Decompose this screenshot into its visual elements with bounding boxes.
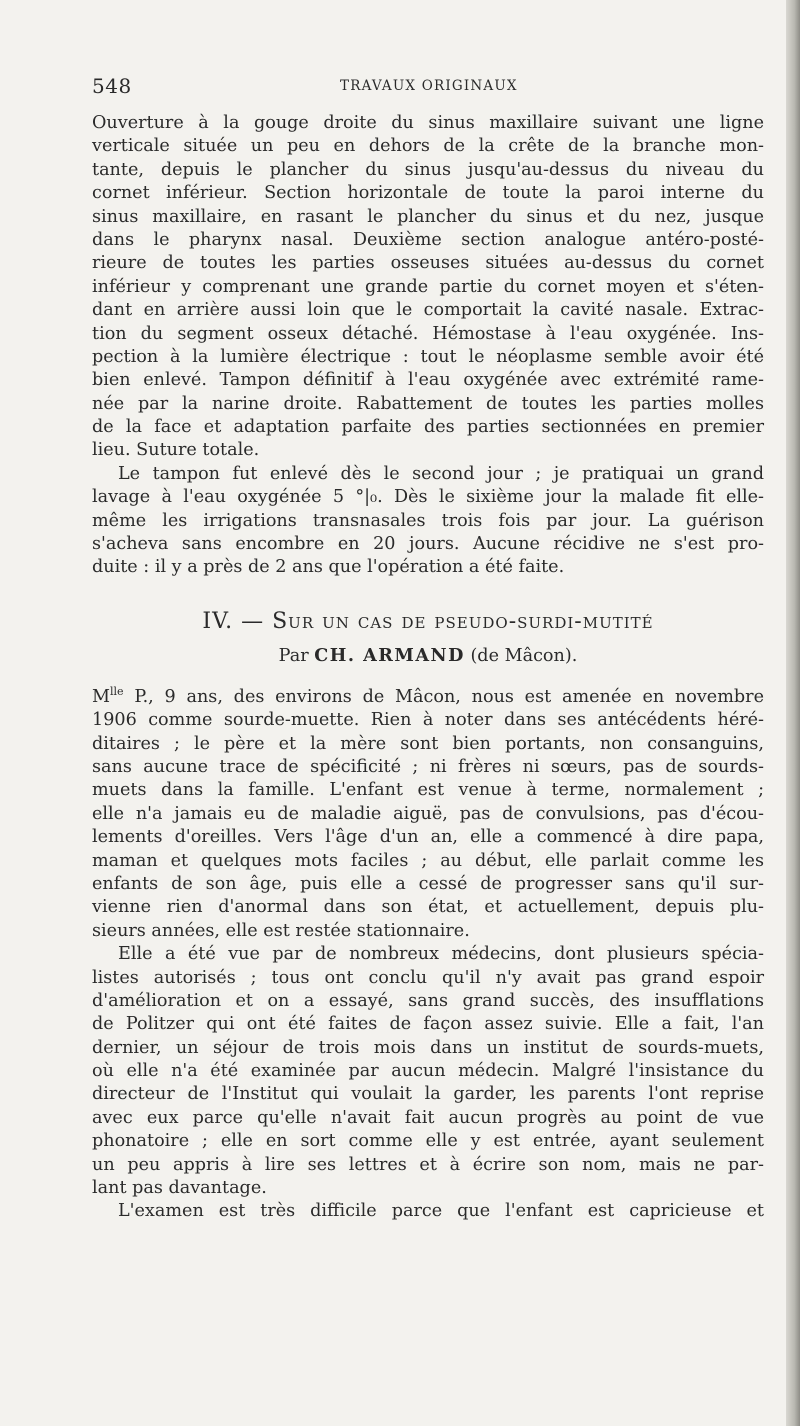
text-line: pection à la lumière électrique : tout le néoplasme semble avoir été	[92, 346, 764, 367]
text-line: inférieur y comprenant une grande partie du cornet moyen et s'éten-	[92, 276, 764, 297]
text-line: phonatoire ; elle en sort comme elle y est entrée, ayant seulement	[92, 1131, 764, 1152]
author-prefix: Par	[278, 645, 309, 666]
text-line: Elle a été vue par de nombreux médecins, dont plusieurs spécia-	[118, 944, 764, 965]
text-line: duite : il y a près de 2 ans que l'opération a été faite.	[92, 557, 565, 578]
text-line: s'acheva sans encombre en 20 jours. Aucune récidive ne s'est pro-	[92, 534, 764, 555]
paragraph-treatments	[92, 943, 764, 1200]
paragraph-examination	[92, 1200, 764, 1223]
text-line: cornet inférieur. Section horizontale de toute la paroi interne du	[92, 183, 764, 204]
page-edge-shadow	[786, 0, 800, 1426]
section-title: IV. — Sur un cas de pseudo-surdi-mutité	[202, 608, 654, 634]
text-line: bien enlevé. Tampon définitif à l'eau oxygénée avec extrémité rame-	[92, 370, 764, 391]
text-line: verticale située un peu en dehors de la crête de la branche mon-	[92, 136, 764, 157]
text-line: où elle n'a été examinée par aucun médecin. Malgré l'insistance du	[92, 1061, 764, 1082]
abbreviation: M	[92, 686, 111, 707]
text-line: tante, depuis le plancher du sinus jusqu'au-dessus du niveau du	[92, 159, 764, 180]
text-line: dant en arrière aussi loin que le comportait la cavité nasale. Extrac-	[92, 300, 764, 321]
text-line: 1906 comme sourde-muette. Rien à noter dans ses antécédents héré-	[92, 710, 764, 731]
text-line: ditaires ; le père et la mère sont bien portants, non consanguins,	[92, 733, 764, 754]
text-line: de Politzer qui ont été faites de façon assez suivie. Elle a fait, l'an	[92, 1014, 764, 1035]
text-line: muets dans la famille. L'enfant est venue à terme, normalement ;	[92, 780, 764, 801]
author-line	[92, 644, 764, 672]
paragraph-operation	[92, 112, 764, 463]
page-number: 548	[92, 74, 132, 98]
text-line: lant pas davantage.	[92, 1178, 267, 1199]
text-line: dernier, un séjour de trois mois dans un institut de sourds-muets,	[92, 1037, 764, 1058]
text-line: sans aucune trace de spécificité ; ni frères ni sœurs, pas de sourds-	[92, 756, 764, 777]
text-line: de la face et adaptation parfaite des parties sectionnées en premier	[92, 417, 764, 438]
author-name: CH. ARMAND	[314, 644, 465, 666]
text-line: listes autorisés ; tous ont conclu qu'il n'y avait pas grand espoir	[92, 967, 764, 988]
abbreviation-superscript: lle	[110, 684, 124, 698]
text-line: même les irrigations transnasales trois fois par jour. La guérison	[92, 510, 764, 531]
text-line-rest: P., 9 ans, des environs de Mâcon, nous est amenée en novembre	[123, 686, 764, 707]
text-line: avec eux parce qu'elle n'avait fait aucun progrès au point de vue	[92, 1107, 764, 1128]
text-line: lieu. Suture totale.	[92, 440, 260, 461]
text-line: enfants de son âge, puis elle a cessé de progresser sans qu'il sur-	[92, 873, 764, 894]
text-line: maman et quelques mots faciles ; au début, elle parlait comme les	[92, 850, 764, 871]
text-line: tion du segment osseux détaché. Hémostase à l'eau oxygénée. Ins-	[92, 323, 764, 344]
text-line: rieure de toutes les parties osseuses situées au-dessus du cornet	[92, 253, 764, 274]
paragraph-case-history	[92, 686, 764, 943]
text-line: un peu appris à lire ses lettres et à écrire son nom, mais ne par-	[92, 1154, 764, 1175]
text-line: vienne rien d'anormal dans son état, et actuellement, depuis plu-	[92, 897, 764, 918]
text-line: lavage à l'eau oxygénée 5 °|₀. Dès le sixième jour la malade fit elle-	[92, 487, 764, 508]
text-line: née par la narine droite. Rabattement de toutes les parties molles	[92, 393, 764, 414]
text-line: dans le pharynx nasal. Deuxième section analogue antéro-posté-	[92, 229, 764, 250]
text-line: Ouverture à la gouge droite du sinus maxillaire suivant une ligne	[92, 113, 764, 133]
paragraph-postop	[92, 463, 764, 580]
text-line: sieurs années, elle est restée stationnaire.	[92, 920, 470, 941]
text-line: sinus maxillaire, en rasant le plancher du sinus et du nez, jusque	[92, 206, 764, 227]
text-line: Le tampon fut enlevé dès le second jour ; je pratiquai un grand	[118, 463, 764, 484]
author-suffix: (de Mâcon).	[470, 645, 578, 666]
running-head: TRAVAUX ORIGINAUX	[340, 78, 518, 94]
page-header	[92, 74, 764, 102]
text-line: directeur de l'Institut qui voulait la garder, les parents l'ont reprise	[92, 1084, 764, 1105]
text-line: elle n'a jamais eu de maladie aiguë, pas de convulsions, pas d'écou-	[92, 803, 764, 824]
page-body	[92, 112, 764, 1224]
text-line: L'examen est très difficile parce que l'enfant est capricieuse et	[118, 1201, 764, 1222]
text-line: lements d'oreilles. Vers l'âge d'un an, elle a commencé à dire papa,	[92, 827, 764, 848]
text-line	[92, 686, 764, 709]
text-line: d'amélioration et on a essayé, sans grand succès, des insufflations	[92, 990, 764, 1011]
